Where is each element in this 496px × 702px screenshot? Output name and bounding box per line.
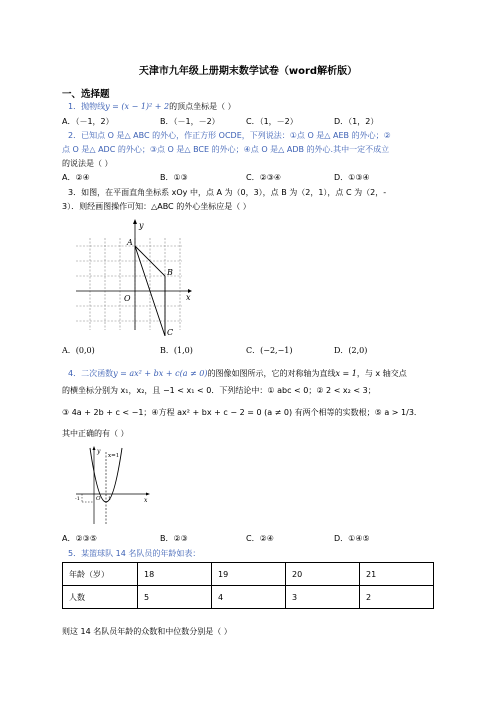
q1-suffix: 的顶点坐标是（ ） — [169, 102, 236, 111]
q4-axis-eq: x = 1 — [335, 369, 357, 378]
table-row — [63, 563, 434, 586]
q4-prefix: 4．二次函数 — [68, 369, 114, 378]
table-cell: 年龄（岁） — [63, 563, 138, 586]
q4-y-arrow — [93, 446, 96, 450]
q4-line1 — [68, 368, 407, 379]
table-cell: 19 — [212, 563, 286, 586]
q2-option-c[interactable]: C．②③④ — [246, 173, 282, 182]
q4-label-neg1: -1 — [75, 496, 80, 502]
q3-label-x: x — [186, 293, 191, 302]
q4-option-b[interactable]: B．②③ — [160, 534, 188, 543]
table-cell: 20 — [286, 563, 360, 586]
q4-mid: 的图像如图所示，它的对称轴为直线 — [207, 369, 336, 378]
table-cell: 4 — [212, 586, 286, 609]
table-cell: 5 — [138, 586, 212, 609]
q2-option-d[interactable]: D．①③④ — [334, 173, 370, 182]
q4-option-a[interactable]: A．②③⑤ — [62, 534, 97, 543]
q1-option-d[interactable]: D．（1，2） — [334, 117, 379, 126]
q2-option-b[interactable]: B．①③ — [160, 173, 188, 182]
q3-option-a[interactable]: A．(0,0) — [62, 346, 95, 355]
q4-label-y: y — [97, 448, 101, 455]
q1-option-b[interactable]: B．（－1，－2） — [160, 117, 220, 126]
q4-line2: 的横坐标分别为 x₁，x₂，且 −1 < x₁ < 0．下列结论中：① abc < 0；② 2 < x₂ < 3； — [62, 386, 376, 395]
q3-option-b[interactable]: B．(1,0) — [160, 346, 193, 355]
q4-option-c[interactable]: C．②④ — [246, 534, 274, 543]
q3-label-a: A — [127, 238, 133, 247]
q3-line1: 3．如图，在平面直角坐标系 xOy 中，点 A 为（0，3），点 B 为（2，1），点 C 为（2，- — [68, 188, 387, 197]
q3-line2: 3）．则经画图操作可知：△ABC 的外心坐标应是（ ） — [62, 202, 251, 211]
q5-question: 则这 14 名队员年龄的众数和中位数分别是（ ） — [62, 627, 232, 636]
table-cell: 2 — [360, 586, 434, 609]
q3-option-d[interactable]: D．(2,0) — [334, 346, 368, 355]
section-heading: 一、选择题 — [62, 89, 110, 100]
q3-label-o: O — [124, 294, 131, 303]
q3-grid — [76, 238, 182, 330]
q2-line2: 点 O 是△ ADC 的外心；③点 O 是△ BCE 的外心；④点 O 是△ ADB 的外心.其中一定不成立 — [62, 145, 390, 154]
page-title: 天津市九年级上册期末数学试卷（word解析版） — [138, 66, 358, 77]
q4-option-d[interactable]: D．①④⑤ — [334, 534, 370, 543]
q4-parabola-figure — [72, 444, 152, 526]
q3-option-c[interactable]: C．(−2,−1) — [246, 346, 293, 355]
q4-label-tick: 1 — [108, 496, 112, 502]
q4-line4: 其中正确的有（ ） — [62, 429, 129, 438]
q4-label-axis: x=1 — [108, 453, 120, 459]
q2-line3: 的说法是（ ） — [62, 159, 113, 168]
q1-prefix: 1．抛物线 — [68, 102, 106, 111]
table-row — [63, 586, 434, 609]
table-cell: 3 — [286, 586, 360, 609]
q1-stem — [68, 101, 236, 112]
q4-suffix: ，与 x 轴交点 — [356, 369, 407, 378]
q1-option-a[interactable]: A．（－1，2） — [62, 117, 114, 126]
q3-label-y: y — [139, 221, 144, 230]
q3-label-c: C — [167, 328, 174, 336]
table-cell: 人数 — [63, 586, 138, 609]
q1-option-c[interactable]: C．（1，－2） — [246, 117, 298, 126]
q3-label-b: B — [167, 268, 173, 277]
q4-formula: y = ax² + bx + c(a ≠ 0) — [113, 369, 208, 378]
q4-line3: ③ 4a + 2b + c < −1；④方程 ax² + bx + c − 2 = 0 (a ≠ 0) 有两个相等的实数根；⑤ a > 1/3． — [62, 408, 422, 417]
q5-stem: 5．某篮球队 14 名队员的年龄如表： — [68, 549, 201, 558]
q5-age-table — [62, 562, 434, 609]
table-cell: 18 — [138, 563, 212, 586]
q2-line1: 2．已知点 O 是△ ABC 的外心，作正方形 OCDE，下列说法：①点 O 是△ AEB 的外心；② — [68, 131, 391, 140]
q4-x-arrow — [146, 493, 150, 496]
q4-label-x: x — [144, 497, 148, 504]
q3-coordinate-figure — [70, 214, 200, 336]
q4-label-origin: O — [96, 496, 101, 502]
table-cell: 21 — [360, 563, 434, 586]
q1-formula: y = (x − 1)² + 2 — [105, 102, 170, 111]
q3-y-arrow — [133, 219, 137, 224]
q2-option-a[interactable]: A．②④ — [62, 173, 90, 182]
